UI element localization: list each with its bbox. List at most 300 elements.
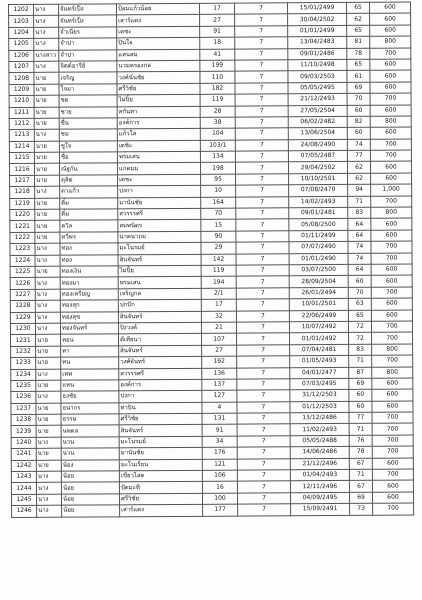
cell-last-name: วงศ์จันทร์ (119, 356, 202, 368)
registry-table (8, 2, 414, 518)
cell-house-number: 192 (202, 356, 237, 368)
cell-row-number: 1225 (10, 266, 35, 278)
cell-last-name: พรมเสน (118, 277, 201, 289)
cell-first-name: ทองสุข (60, 311, 118, 323)
cell-age: 70 (347, 93, 370, 105)
cell-house-number: 199 (200, 60, 235, 72)
cell-house-number: 90 (201, 231, 236, 243)
cell-first-name: ใจมา (59, 84, 117, 96)
cell-birth-date: 13/06/2504 (288, 128, 347, 140)
cell-last-name: เดชะ (118, 174, 201, 186)
cell-last-name: มานันชัย (119, 448, 202, 460)
cell-house-number: 34 (202, 436, 237, 448)
cell-house-number: 104 (200, 128, 235, 140)
cell-house-number: 134 (200, 151, 235, 163)
cell-birth-date: 07/07/2490 (289, 242, 348, 254)
cell-first-name: ณัฐกัน (59, 163, 117, 175)
cell-row-number: 1240 (11, 437, 36, 449)
cell-village-number: 7 (237, 345, 290, 357)
cell-first-name: แทน (61, 380, 119, 392)
cell-row-number: 1215 (9, 152, 34, 164)
cell-row-number: 1216 (9, 164, 34, 176)
cell-row-number: 1214 (9, 141, 34, 153)
cell-amount: 600 (371, 230, 412, 242)
cell-birth-date: 13/12/2486 (290, 412, 349, 424)
cell-last-name: ศรีวิชัย (119, 413, 202, 425)
cell-age: 94 (348, 185, 371, 197)
cell-birth-date: 09/03/2503 (288, 71, 347, 83)
cell-amount: 600 (370, 25, 411, 37)
cell-title: นาง (36, 369, 61, 381)
cell-last-name: ปินใจ (117, 38, 200, 50)
cell-house-number: 100 (202, 493, 237, 505)
cell-first-name: ชื่น (59, 118, 117, 130)
cell-house-number: 198 (200, 163, 235, 175)
cell-row-number: 1210 (9, 95, 34, 107)
cell-row-number: 1236 (11, 392, 36, 404)
cell-village-number: 7 (237, 401, 290, 413)
cell-first-name: เจริญ (59, 72, 117, 84)
cell-first-name: ชาย (59, 106, 117, 118)
cell-amount: 600 (370, 70, 411, 82)
cell-row-number: 1219 (10, 198, 35, 210)
cell-birth-date: 09/01/2486 (288, 48, 347, 60)
cell-first-name: ชื่อ (59, 152, 117, 164)
cell-age: 76 (349, 435, 372, 447)
cell-birth-date: 10/01/2501 (289, 299, 348, 311)
cell-house-number: 107 (202, 333, 237, 345)
cell-title: นาย (36, 346, 61, 358)
cell-last-name: ปงกา (119, 391, 202, 403)
cell-title: นาย (36, 357, 61, 369)
cell-row-number: 1224 (10, 255, 35, 267)
cell-last-name: เจริญกล (118, 288, 201, 300)
cell-village-number: 7 (236, 219, 289, 231)
cell-last-name: มะโนรมย์ (119, 436, 202, 448)
cell-first-name: ธรรม (61, 414, 119, 426)
cell-amount: 600 (372, 401, 413, 413)
cell-age: 72 (348, 321, 371, 333)
cell-row-number: 1207 (9, 61, 34, 73)
cell-first-name: นพดล (61, 425, 119, 437)
cell-village-number: 7 (237, 390, 290, 402)
cell-village-number: 7 (237, 458, 290, 470)
cell-last-name: ดีเทียนา (119, 334, 202, 346)
cell-last-name: องค์การ (119, 379, 202, 391)
table-row (12, 503, 414, 517)
cell-amount: 800 (372, 367, 413, 379)
cell-village-number: 7 (235, 48, 288, 60)
cell-first-name: ดุสิต (60, 175, 118, 187)
cell-village-number: 7 (235, 151, 288, 163)
cell-title: นาง (35, 186, 60, 198)
cell-first-name: จำปา (59, 38, 117, 50)
cell-title: นาง (36, 483, 61, 495)
cell-village-number: 7 (235, 94, 288, 106)
cell-village-number: 7 (237, 367, 290, 379)
cell-village-number: 7 (236, 185, 289, 197)
cell-last-name: สวรรรศรี (118, 208, 201, 220)
cell-row-number: 1239 (11, 426, 36, 438)
cell-title: นาง (36, 471, 61, 483)
cell-amount: 700 (372, 446, 413, 458)
cell-amount: 600 (371, 264, 412, 276)
cell-age: 63 (348, 298, 371, 310)
cell-village-number: 7 (236, 276, 289, 288)
cell-first-name: จำปา (59, 49, 117, 61)
cell-amount: 600 (372, 458, 413, 470)
cell-amount: 600 (370, 105, 411, 117)
cell-amount: 600 (369, 2, 410, 14)
cell-village-number: 7 (237, 481, 290, 493)
cell-age: 62 (348, 173, 371, 185)
cell-row-number: 1209 (9, 84, 34, 96)
cell-village-number: 7 (237, 333, 290, 345)
cell-amount: 700 (371, 321, 412, 333)
cell-amount: 600 (371, 173, 412, 185)
cell-amount: 600 (371, 298, 412, 310)
cell-row-number: 1230 (10, 323, 35, 335)
cell-age: 74 (347, 139, 370, 151)
cell-birth-date: 13/04/2483 (288, 37, 347, 49)
cell-first-name: จิตต์อารีย์ (59, 61, 117, 73)
cell-last-name: ป้อมแก้วน้อย (117, 3, 200, 15)
cell-birth-date: 07/05/2487 (288, 151, 347, 163)
cell-amount: 600 (370, 59, 411, 71)
cell-last-name: ไม่ปิ้ย (118, 265, 201, 277)
cell-first-name: ทอง (60, 254, 118, 266)
cell-age: 60 (349, 401, 372, 413)
cell-age: 82 (347, 116, 370, 128)
cell-house-number: 15 (201, 220, 236, 232)
cell-birth-date: 01/12/2503 (290, 401, 349, 413)
cell-age: 78 (347, 48, 370, 60)
cell-age: 74 (348, 253, 371, 265)
cell-row-number: 1212 (9, 118, 34, 130)
cell-house-number: 127 (202, 390, 237, 402)
cell-first-name: เทพ (61, 368, 119, 380)
cell-last-name: เสาร์แดง (120, 505, 203, 517)
cell-village-number: 7 (236, 174, 289, 186)
cell-amount: 600 (371, 275, 412, 287)
cell-last-name: สมพนิดร (118, 220, 201, 232)
cell-row-number: 1231 (11, 335, 36, 347)
cell-birth-date: 03/07/2500 (289, 264, 348, 276)
cell-house-number: 91 (200, 26, 235, 38)
cell-last-name: สกันทา (117, 106, 200, 118)
cell-birth-date: 05/05/2488 (290, 435, 349, 447)
cell-house-number: 17 (199, 3, 234, 15)
cell-title: นาง (35, 243, 60, 255)
cell-row-number: 1223 (10, 244, 35, 256)
cell-title: นาย (35, 221, 60, 233)
cell-house-number: 41 (200, 49, 235, 61)
cell-row-number: 1242 (11, 460, 36, 472)
cell-title: นาย (36, 448, 61, 460)
cell-row-number: 1213 (9, 130, 34, 142)
cell-age: 74 (348, 241, 371, 253)
cell-title: นาง (34, 61, 59, 73)
cell-village-number: 7 (236, 253, 289, 265)
cell-house-number: 103/1 (200, 140, 235, 152)
cell-house-number: 2/1 (201, 288, 236, 300)
cell-amount: 700 (372, 435, 413, 447)
cell-house-number: 176 (202, 447, 237, 459)
cell-house-number: 121 (202, 459, 237, 471)
cell-amount: 800 (370, 116, 411, 128)
cell-title: นาย (36, 460, 61, 472)
cell-village-number: 7 (237, 379, 290, 391)
cell-age: 65 (347, 59, 370, 71)
cell-title: นาง (36, 391, 61, 403)
cell-house-number: 119 (201, 265, 236, 277)
cell-row-number: 1226 (10, 278, 35, 290)
cell-amount: 600 (372, 480, 413, 492)
cell-first-name: จันทร์เป็ง (59, 15, 117, 27)
cell-title: นาย (35, 232, 60, 244)
cell-title: นาง (35, 300, 60, 312)
cell-amount: 700 (371, 253, 412, 265)
cell-amount: 700 (372, 423, 413, 435)
cell-village-number: 7 (237, 413, 290, 425)
cell-first-name: ทองเงิน (60, 266, 118, 278)
cell-row-number: 1227 (10, 289, 35, 301)
cell-birth-date: 07/08/2470 (289, 185, 348, 197)
cell-first-name: น้อง (61, 459, 119, 471)
cell-age: 72 (349, 333, 372, 345)
cell-age: 60 (348, 276, 371, 288)
cell-village-number: 7 (236, 310, 289, 322)
cell-first-name: น้อย (61, 494, 119, 506)
cell-row-number: 1222 (10, 232, 35, 244)
cell-birth-date: 01/01/2490 (289, 253, 348, 265)
cell-house-number: 110 (200, 71, 235, 83)
cell-last-name: ปงกา (118, 186, 201, 198)
cell-house-number: 4 (202, 402, 237, 414)
cell-age: 69 (347, 82, 370, 94)
cell-birth-date: 21/12/2496 (290, 458, 349, 470)
cell-title: นาง (37, 505, 62, 517)
cell-birth-date: 07/04/2481 (290, 344, 349, 356)
cell-village-number: 7 (235, 128, 288, 140)
cell-row-number: 1220 (10, 209, 35, 221)
cell-age: 87 (349, 367, 372, 379)
cell-row-number: 1203 (9, 16, 34, 28)
cell-house-number: 18 (200, 37, 235, 49)
cell-village-number: 7 (236, 208, 289, 220)
cell-birth-date: 15/09/2491 (291, 504, 350, 516)
cell-house-number: 164 (201, 197, 236, 209)
cell-last-name: สินจันทร์ (119, 345, 202, 357)
cell-amount: 700 (373, 503, 414, 515)
cell-first-name: นวน (61, 448, 119, 460)
cell-age: 61 (347, 71, 370, 83)
cell-amount: 700 (371, 196, 412, 208)
cell-birth-date: 10/10/2501 (289, 173, 348, 185)
cell-title: นาย (36, 403, 61, 415)
cell-first-name: ทองสุก (60, 300, 118, 312)
cell-village-number: 7 (235, 14, 288, 26)
cell-last-name: มานันชัย (118, 197, 201, 209)
cell-amount: 700 (370, 150, 411, 162)
cell-first-name: จันทร์เป็ง (59, 4, 117, 16)
cell-last-name: ทาปิน (119, 402, 202, 414)
cell-first-name: จำเนียร (59, 27, 117, 39)
cell-birth-date: 01/01/2499 (288, 25, 347, 37)
cell-village-number: 7 (235, 37, 288, 49)
cell-age: 71 (349, 469, 372, 481)
cell-title: นาย (35, 175, 60, 187)
cell-birth-date: 31/12/2503 (290, 390, 349, 402)
cell-birth-date: 01/04/2493 (290, 469, 349, 481)
cell-title: นาง (34, 27, 59, 39)
cell-first-name: ธงชัย (61, 391, 119, 403)
cell-village-number: 7 (237, 356, 290, 368)
cell-amount: 600 (371, 218, 412, 230)
cell-village-number: 7 (234, 3, 287, 15)
cell-row-number: 1245 (11, 494, 36, 506)
cell-house-number: 131 (202, 413, 237, 425)
cell-title: นาง (35, 289, 60, 301)
cell-birth-date: 10/07/2492 (289, 321, 348, 333)
cell-age: 67 (349, 481, 372, 493)
cell-last-name: ศรีวิชัย (117, 83, 200, 95)
cell-amount: 700 (372, 469, 413, 481)
cell-village-number: 7 (236, 299, 289, 311)
cell-birth-date: 06/02/2482 (288, 116, 347, 128)
cell-last-name: สินจันทร์ (118, 311, 201, 323)
cell-birth-date: 22/06/2499 (289, 310, 348, 322)
cell-first-name: ทอน (61, 334, 119, 346)
cell-row-number: 1237 (11, 403, 36, 415)
cell-village-number: 7 (236, 242, 289, 254)
cell-first-name: ตวิล (60, 220, 118, 232)
cell-last-name: เสาร์แดง (117, 15, 200, 27)
cell-title: นาง (36, 437, 61, 449)
cell-title: นาย (34, 152, 59, 164)
cell-row-number: 1244 (11, 483, 36, 495)
cell-last-name: ศรีวิชัย (119, 493, 202, 505)
cell-house-number: 70 (201, 208, 236, 220)
cell-last-name: ปิงวงค์ (118, 322, 201, 334)
cell-title: นาง (34, 38, 59, 50)
cell-birth-date: 15/01/2499 (287, 2, 346, 14)
cell-title: นาย (34, 164, 59, 176)
cell-amount: 700 (372, 355, 413, 367)
cell-title: นาง (35, 255, 60, 267)
cell-row-number: 1218 (10, 187, 35, 199)
cell-amount: 600 (372, 492, 413, 504)
cell-title: นางสาว (34, 50, 59, 62)
cell-first-name: ทองมา (60, 277, 118, 289)
cell-last-name: แสนสม (117, 49, 200, 61)
cell-house-number: 106 (202, 470, 237, 482)
cell-amount: 700 (372, 332, 413, 344)
cell-village-number: 7 (237, 436, 290, 448)
cell-age: 71 (349, 424, 372, 436)
cell-age: 67 (349, 458, 372, 470)
cell-village-number: 7 (237, 470, 290, 482)
cell-age: 65 (346, 2, 369, 14)
cell-house-number: 142 (201, 254, 236, 266)
cell-birth-date: 05/08/2500 (289, 219, 348, 231)
cell-amount: 800 (372, 344, 413, 356)
cell-row-number: 1204 (9, 27, 34, 39)
cell-last-name: มะโนรมย์ (118, 243, 201, 255)
cell-house-number: 27 (200, 15, 235, 27)
cell-title: นาย (34, 84, 59, 96)
cell-amount: 800 (370, 36, 411, 48)
cell-row-number: 1205 (9, 39, 34, 51)
cell-house-number: 182 (200, 83, 235, 95)
cell-age: 62 (347, 14, 370, 26)
cell-birth-date: 09/01/2481 (289, 207, 348, 219)
cell-title: นาย (34, 73, 59, 85)
cell-birth-date: 29/04/2502 (288, 162, 347, 174)
cell-last-name: นวมครองกล (117, 60, 200, 72)
cell-amount: 700 (371, 287, 412, 299)
cell-house-number: 95 (201, 174, 236, 186)
cell-birth-date: 01/05/2493 (290, 356, 349, 368)
cell-row-number: 1232 (11, 346, 36, 358)
cell-village-number: 7 (236, 322, 289, 334)
cell-village-number: 7 (236, 196, 289, 208)
cell-row-number: 1235 (11, 380, 36, 392)
cell-first-name: ทา (61, 346, 119, 358)
cell-amount: 600 (370, 127, 411, 139)
cell-village-number: 7 (235, 83, 288, 95)
cell-house-number: 177 (203, 504, 238, 516)
cell-birth-date: 30/04/2502 (288, 14, 347, 26)
cell-house-number: 32 (201, 311, 236, 323)
cell-row-number: 1211 (9, 107, 34, 119)
cell-birth-date: 24/08/2490 (288, 139, 347, 151)
cell-house-number: 194 (201, 276, 236, 288)
cell-first-name: ทวีพร (60, 232, 118, 244)
cell-age: 81 (347, 36, 370, 48)
cell-title: นาง (34, 16, 59, 28)
cell-birth-date: 01/01/2492 (290, 333, 349, 345)
cell-row-number: 1229 (10, 312, 35, 324)
cell-house-number: 17 (201, 299, 236, 311)
cell-title: นาย (35, 266, 60, 278)
cell-birth-date: 11/02/2493 (290, 424, 349, 436)
cell-amount: 700 (370, 139, 411, 151)
cell-amount: 700 (370, 93, 411, 105)
cell-amount: 600 (372, 378, 413, 390)
cell-last-name: ปกปัก (118, 299, 201, 311)
cell-title: นาง (34, 4, 59, 16)
cell-title: นาง (36, 494, 61, 506)
cell-last-name: ปัดมะที (119, 482, 202, 494)
cell-village-number: 7 (235, 60, 288, 72)
cell-title: นาง (35, 323, 60, 335)
cell-title: นาย (34, 95, 59, 107)
cell-first-name: น้อย (61, 482, 119, 494)
cell-first-name: ชด (59, 95, 117, 107)
cell-row-number: 1233 (11, 357, 36, 369)
cell-age: 60 (349, 390, 372, 402)
cell-age: 77 (349, 412, 372, 424)
cell-amount: 600 (370, 82, 411, 94)
cell-age: 69 (349, 378, 372, 390)
cell-amount: 700 (370, 48, 411, 60)
cell-amount: 600 (370, 162, 411, 174)
cell-first-name: น้อย (61, 471, 119, 483)
cell-title: นาย (36, 380, 61, 392)
cell-title: นาง (34, 129, 59, 141)
cell-house-number: 27 (202, 345, 237, 357)
